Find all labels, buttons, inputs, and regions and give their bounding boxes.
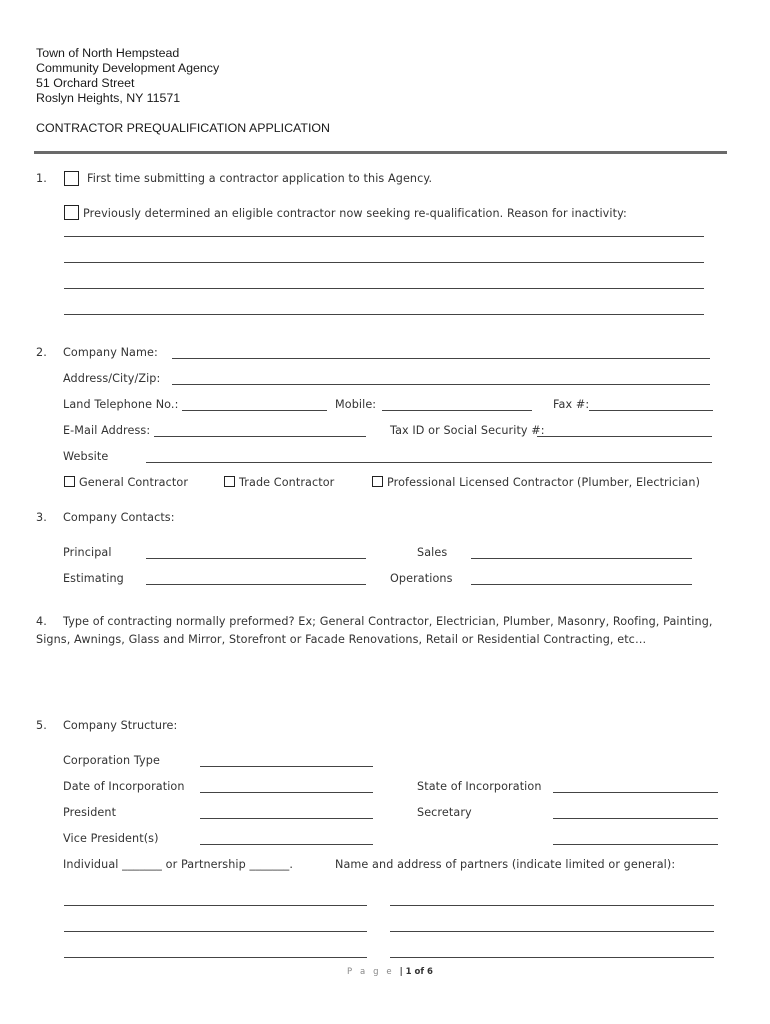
secretary-label: Secretary [417,806,472,819]
president-label: President [63,806,117,819]
corporation-type-label: Corporation Type [63,754,160,767]
inactivity-reason-line-1[interactable] [64,236,704,237]
vice-president-field-2[interactable] [553,844,718,845]
partners-note-label: Name and address of partners (indicate limited or general): [335,858,676,871]
email-field[interactable] [154,436,366,437]
page-word: P a g e [347,967,395,977]
page-number: | 1 of 6 [399,967,433,977]
org-name: Town of North Hempstead [36,46,180,60]
header-divider [34,151,727,154]
date-incorporation-field[interactable] [200,792,373,793]
principal-field[interactable] [146,558,366,559]
partner-left-line-1[interactable] [64,905,367,906]
email-label: E-Mail Address: [63,424,151,437]
date-incorporation-label: Date of Incorporation [63,780,185,793]
street-address: 51 Orchard Street [36,76,135,90]
tax-id-label: Tax ID or Social Security #: [390,424,545,437]
previously-eligible-checkbox[interactable] [64,205,79,220]
inactivity-reason-line-3[interactable] [64,288,704,289]
principal-label: Principal [63,546,112,559]
website-field[interactable] [146,462,712,463]
company-contacts-title: Company Contacts: [63,511,175,524]
company-name-label: Company Name: [63,346,158,359]
partner-left-line-2[interactable] [64,931,367,932]
inactivity-reason-line-2[interactable] [64,262,704,263]
operations-field[interactable] [471,584,692,585]
section5-number: 5. [36,719,47,732]
land-phone-label: Land Telephone No.: [63,398,179,411]
professional-contractor-label: Professional Licensed Contractor (Plumber, Electrician) [387,476,701,489]
land-phone-field[interactable] [182,410,327,411]
secretary-field[interactable] [553,818,718,819]
first-time-checkbox[interactable] [64,171,79,186]
mobile-label: Mobile: [335,398,377,411]
section3-number: 3. [36,511,47,524]
president-field[interactable] [200,818,373,819]
partner-left-line-3[interactable] [64,957,367,958]
section1-number: 1. [36,172,47,185]
sales-field[interactable] [471,558,692,559]
previously-eligible-label: Previously determined an eligible contractor now seeking re-qualification. Reason for inactivity: [83,207,627,220]
general-contractor-checkbox[interactable] [64,476,75,487]
form-title: CONTRACTOR PREQUALIFICATION APPLICATION [36,121,330,135]
contracting-type-examples: Signs, Awnings, Glass and Mirror, Storefront or Facade Renovations, Retail or Residential Contracting, etc… [36,633,647,646]
address-label: Address/City/Zip: [63,372,161,385]
trade-contractor-checkbox[interactable] [224,476,235,487]
individual-partnership-label: Individual _______ or Partnership _______. [63,858,294,871]
section4-number: 4. [36,615,47,628]
section2-number: 2. [36,346,47,359]
general-contractor-label: General Contractor [79,476,189,489]
company-name-field[interactable] [172,358,710,359]
professional-contractor-checkbox[interactable] [372,476,383,487]
trade-contractor-label: Trade Contractor [239,476,335,489]
vice-president-field[interactable] [200,844,373,845]
contracting-type-question: Type of contracting normally preformed? Ex; General Contractor, Electrician, Plumber, Masonry, Roofing, Painting, [63,615,713,628]
city-address: Roslyn Heights, NY 11571 [36,91,181,105]
partner-right-line-3[interactable] [390,957,714,958]
mobile-field[interactable] [382,410,532,411]
inactivity-reason-line-4[interactable] [64,314,704,315]
state-incorporation-label: State of Incorporation [417,780,542,793]
state-incorporation-field[interactable] [553,792,718,793]
fax-label: Fax #: [553,398,590,411]
website-label: Website [63,450,109,463]
address-field[interactable] [172,384,710,385]
fax-field[interactable] [589,410,713,411]
estimating-field[interactable] [146,584,366,585]
operations-label: Operations [390,572,453,585]
agency-name: Community Development Agency [36,61,220,75]
sales-label: Sales [417,546,448,559]
corporation-type-field[interactable] [200,766,373,767]
vice-president-label: Vice President(s) [63,832,159,845]
partner-right-line-1[interactable] [390,905,714,906]
company-structure-title: Company Structure: [63,719,178,732]
tax-id-field[interactable] [537,436,712,437]
estimating-label: Estimating [63,572,124,585]
partner-right-line-2[interactable] [390,931,714,932]
first-time-label: First time submitting a contractor application to this Agency. [87,172,433,185]
page-footer [347,967,433,977]
